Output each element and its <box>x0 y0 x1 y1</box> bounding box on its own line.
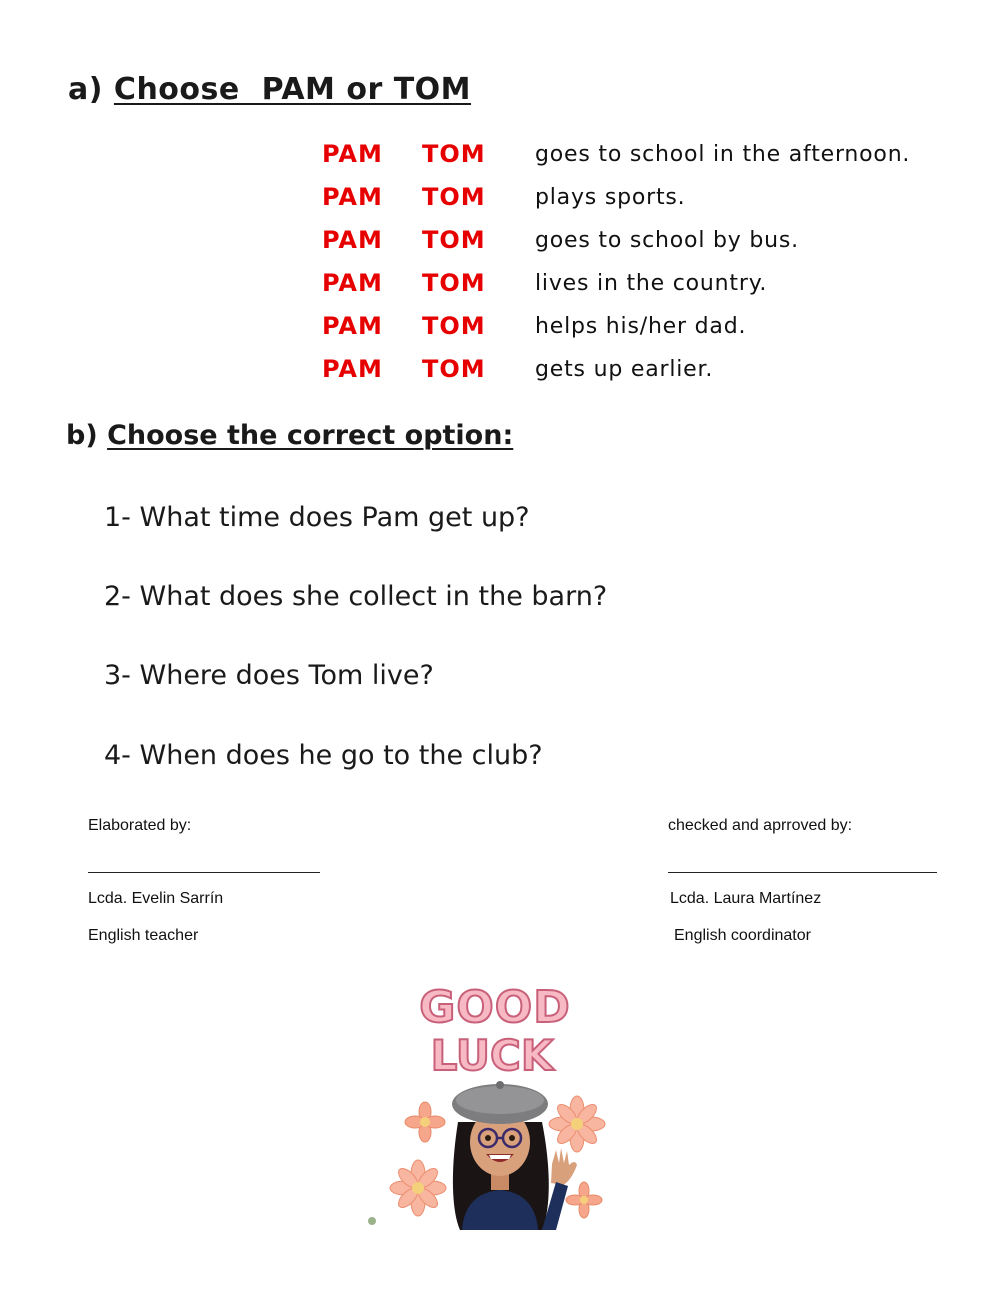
coordinator-name: Lcda. Laura Martínez <box>670 890 822 907</box>
pam-option[interactable]: PAM <box>322 269 383 297</box>
question-3: 3- Where does Tom live? <box>104 660 434 691</box>
section-a-heading <box>68 72 471 107</box>
section-a-prefix: a) <box>68 72 103 107</box>
elaborated-by-label: Elaborated by: <box>88 817 192 834</box>
section-a-title: Choose PAM or TOM <box>113 72 472 107</box>
avatar-icon <box>452 1081 577 1230</box>
tom-option[interactable]: TOM <box>422 312 486 340</box>
sticker-text-good: GOOD <box>419 982 571 1033</box>
tom-option[interactable]: TOM <box>422 226 486 254</box>
pam-option[interactable]: PAM <box>322 355 383 383</box>
signature-line-right <box>668 872 937 873</box>
approved-by-label: checked and aprroved by: <box>668 817 853 834</box>
flower-icon <box>390 1160 446 1216</box>
section-b-prefix: b) <box>66 420 98 451</box>
tom-option[interactable]: TOM <box>422 355 486 383</box>
coordinator-role: English coordinator <box>674 927 811 944</box>
decorative-dot-icon <box>366 1215 378 1227</box>
flower-icon <box>405 1102 445 1142</box>
question-1: 1- What time does Pam get up? <box>104 502 530 533</box>
good-luck-sticker <box>370 972 630 1232</box>
pam-option[interactable]: PAM <box>322 226 383 254</box>
statement-text: plays sports. <box>535 185 686 210</box>
statement-text: helps his/her dad. <box>535 314 747 339</box>
signature-line-left <box>88 872 320 873</box>
tom-option[interactable]: TOM <box>422 183 486 211</box>
question-4: 4- When does he go to the club? <box>104 740 543 771</box>
tom-option[interactable]: TOM <box>422 269 486 297</box>
pam-option[interactable]: PAM <box>322 183 383 211</box>
section-b-heading <box>66 420 513 451</box>
teacher-name: Lcda. Evelin Sarrín <box>88 890 224 907</box>
statement-text: gets up earlier. <box>535 357 714 382</box>
pam-option[interactable]: PAM <box>322 312 383 340</box>
flower-icon <box>566 1182 602 1218</box>
tom-option[interactable]: TOM <box>422 140 486 168</box>
sticker-text-luck: LUCK <box>430 1031 554 1080</box>
question-2: 2- What does she collect in the barn? <box>104 581 608 612</box>
teacher-role: English teacher <box>88 927 199 944</box>
pam-option[interactable]: PAM <box>322 140 383 168</box>
flower-icon <box>549 1096 605 1152</box>
statement-text: lives in the country. <box>535 271 768 296</box>
statement-text: goes to school in the afternoon. <box>535 142 911 167</box>
section-b-title: Choose the correct option: <box>107 420 514 451</box>
statement-text: goes to school by bus. <box>535 228 799 253</box>
